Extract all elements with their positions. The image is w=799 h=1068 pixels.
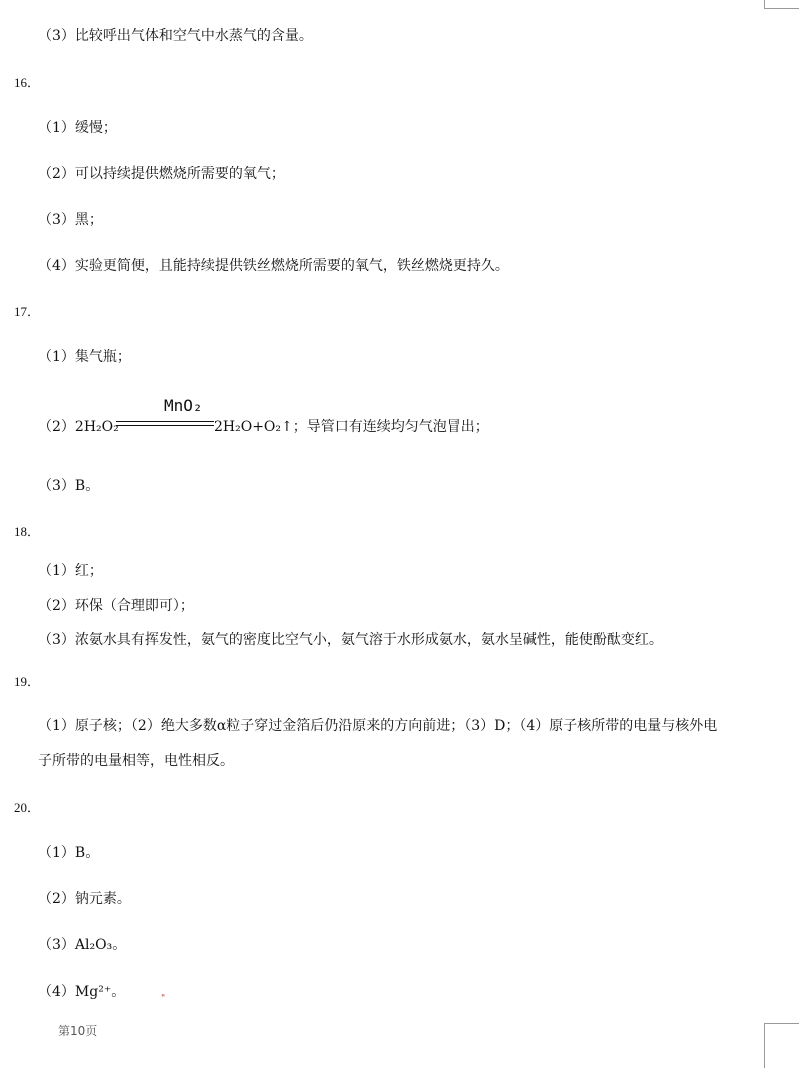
answer-16-1: （1）缓慢； xyxy=(38,120,117,136)
answer-16-3: （3）黑； xyxy=(38,212,103,228)
answer-16-2: （2）可以持续提供燃烧所需要的氧气； xyxy=(38,166,285,182)
answer-17-1: （1）集气瓶； xyxy=(38,349,131,365)
question-number-18: 18． xyxy=(14,524,41,539)
equation-double-bar-bottom xyxy=(116,425,214,426)
page-corner-top-right xyxy=(764,0,799,9)
question-number-16: 16． xyxy=(14,75,41,90)
question-number-20: 20． xyxy=(14,800,41,815)
answer-17-2-equation xyxy=(38,396,498,446)
answer-18-3: （3）浓氨水具有挥发性，氨气的密度比空气小，氨气溶于水形成氨水，氨水呈碱性，能使酚酞变红。 xyxy=(38,632,663,648)
answer-20-4: （4）Mg²⁺。 xyxy=(38,984,126,1000)
answer-20-3: （3）Al₂O₃。 xyxy=(38,937,127,953)
page-corner-bottom-right xyxy=(764,1023,799,1068)
answer-18-2: （2）环保（合理即可）； xyxy=(38,598,194,614)
equation-products: 2H₂O+O₂↑；导管口有连续均匀气泡冒出； xyxy=(214,419,489,435)
answer-16-4: （4）实验更简便，且能持续提供铁丝燃烧所需要的氧气，铁丝燃烧更持久。 xyxy=(38,258,509,274)
answer-15-3: （3）比较呼出气体和空气中水蒸气的含量。 xyxy=(38,28,313,44)
answer-20-1: （1）B。 xyxy=(38,845,100,861)
page-number-footer: 第10页 xyxy=(58,1024,98,1038)
question-number-19: 19． xyxy=(14,674,41,689)
equation-catalyst: MnO₂ xyxy=(164,396,203,415)
question-number-17: 17． xyxy=(14,304,41,319)
answer-20-2: （2）钠元素。 xyxy=(38,891,131,907)
stray-mark: " xyxy=(161,994,166,1004)
answer-19-line-2: 子所带的电量相等，电性相反。 xyxy=(38,753,234,769)
equation-reactants: （2）2H₂O₂ xyxy=(38,419,119,435)
answer-18-1: （1）红； xyxy=(38,563,103,579)
answer-19-line-1: （1）原子核；（2）绝大多数α粒子穿过金箔后仍沿原来的方向前进；（3）D；（4）原子核所带的电量与核外电 xyxy=(38,718,718,734)
answer-17-3: （3）B。 xyxy=(38,478,100,494)
equation-double-bar-top xyxy=(116,421,214,422)
